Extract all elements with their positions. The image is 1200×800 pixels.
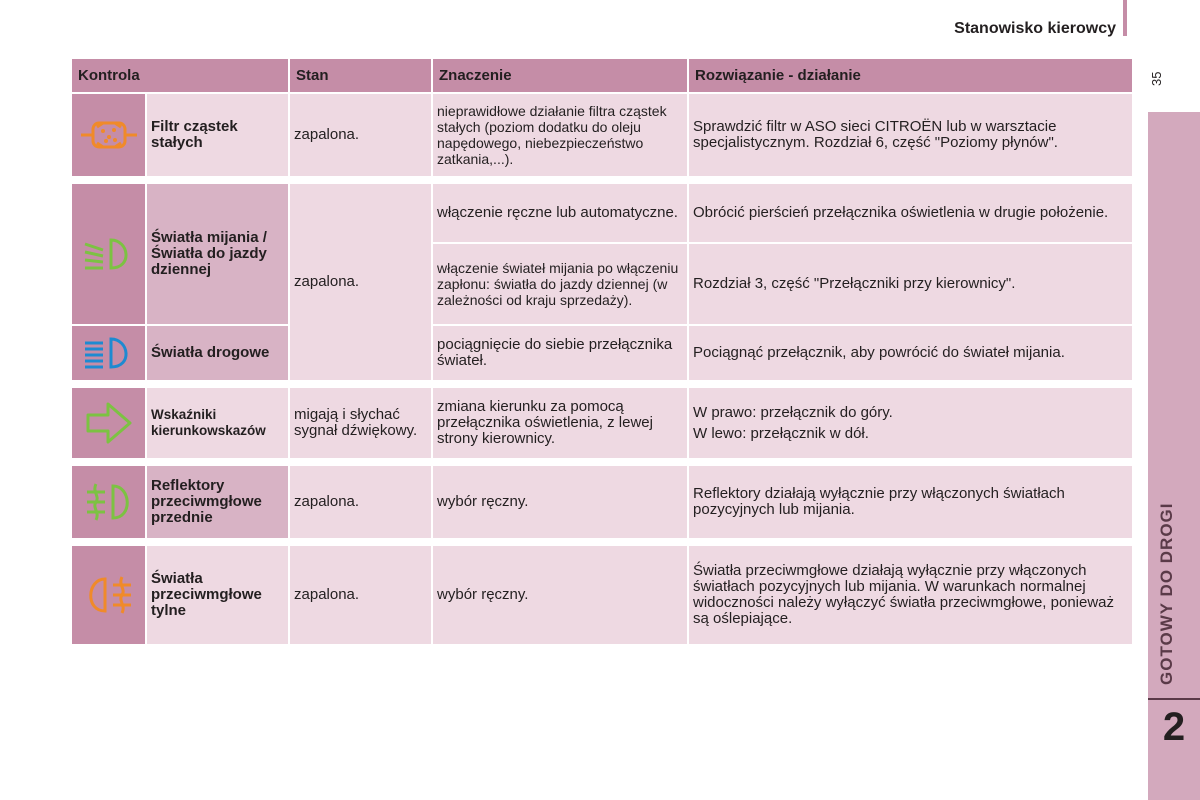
front-fog-icon [81,480,137,524]
meaning-cell: wybór ręczny. [433,466,687,538]
meaning-cell: pociągnięcie do siebie przełącznika świateł. [433,326,687,380]
header-znaczenie: Znaczenie [433,59,687,92]
row-gap [72,460,1132,464]
state-cell: zapalona. [290,94,431,176]
action-cell [689,388,1132,458]
table-row [72,326,1132,380]
row-icon-cell [72,94,145,176]
header-kontrola: Kontrola [72,59,288,92]
meaning-cell: włączenie ręczne lub automatyczne. [433,184,687,242]
table-row [72,184,1132,242]
header-stan: Stan [290,59,431,92]
direction-indicator-icon [84,400,134,446]
table-row [72,466,1132,538]
rear-fog-icon [81,573,137,617]
table-row [72,94,1132,176]
meaning-cell: nieprawidłowe działanie filtra cząstek stałych (poziom dodatku do oleju napędowego, niebezpieczeństwo zatkania,...). [433,94,687,176]
particle-filter-icon [79,115,139,155]
row-icon-cell [72,546,145,644]
table-row [72,546,1132,644]
control-name: Wskaźniki kierunkowskazów [147,388,288,458]
dipped-beam-icon [81,234,137,274]
meaning-cell: wybór ręczny. [433,546,687,644]
row-icon-cell [72,388,145,458]
chapter-number: 2 [1162,705,1186,749]
control-name: Światła mijania / Światła do jazdy dziennej [147,184,288,324]
chapter-side-tab [1148,112,1200,800]
row-gap [72,178,1132,182]
action-cell: Sprawdzić filtr w ASO sieci CITROËN lub w warsztacie specjalistycznym. Rozdział 6, część "Poziomy płynów". [689,94,1132,176]
state-cell: zapalona. [290,466,431,538]
row-gap [72,382,1132,386]
meaning-cell: zmiana kierunku za pomocą przełącznika oświetlenia, z lewej strony kierownicy. [433,388,687,458]
header-rule [1123,0,1127,36]
action-cell: Reflektory działają wyłącznie przy włączonych światłach pozycyjnych lub mijania. [689,466,1132,538]
row-icon-cell [72,466,145,538]
chapter-side-rule [1148,698,1200,700]
page-number [1149,72,1164,86]
state-cell: zapalona. [290,546,431,644]
chapter-side-label: GOTOWY DO DROGI [1157,502,1176,685]
action-cell: Pociągnąć przełącznik, aby powrócić do świateł mijania. [689,326,1132,380]
action-line-right: W prawo: przełącznik do góry. [693,403,893,421]
table-row [72,388,1132,458]
state-cell: migają i słychać sygnał dźwiękowy. [290,388,431,458]
row-icon-cell [72,326,145,380]
meaning-cell: włączenie świateł mijania po włączeniu zapłonu: światła do jazdy dziennej (w zależności od kraju sprzedaży). [433,244,687,324]
control-name: Światła przeciwmgłowe tylne [147,546,288,644]
warning-lights-table [70,57,1134,646]
header-rozwiazanie: Rozwiązanie - działanie [689,59,1132,92]
control-name: Światła drogowe [147,326,288,380]
control-name: Filtr cząstek stałych [147,94,288,176]
table-header-row [72,59,1132,92]
row-icon-cell [72,184,145,324]
action-cell: Rozdział 3, część "Przełączniki przy kierownicy". [689,244,1132,324]
action-line-left: W lewo: przełącznik w dół. [693,424,869,442]
main-beam-icon [81,333,137,373]
page-number-text: 35 [1149,71,1164,86]
control-name: Reflektory przeciwmgłowe przednie [147,466,288,538]
action-cell: Obrócić pierścień przełącznika oświetlenia w drugie położenie. [689,184,1132,242]
row-gap [72,540,1132,544]
action-cell: Światła przeciwmgłowe działają wyłącznie przy włączonych światłach pozycyjnych lub mijania. W warunkach normalnej widoczności należy wyłączyć światła przeciwmgłowe, ponieważ są oślepiające. [689,546,1132,644]
state-cell: zapalona. [290,184,431,380]
page-header-title: Stanowisko kierowcy [954,20,1116,37]
